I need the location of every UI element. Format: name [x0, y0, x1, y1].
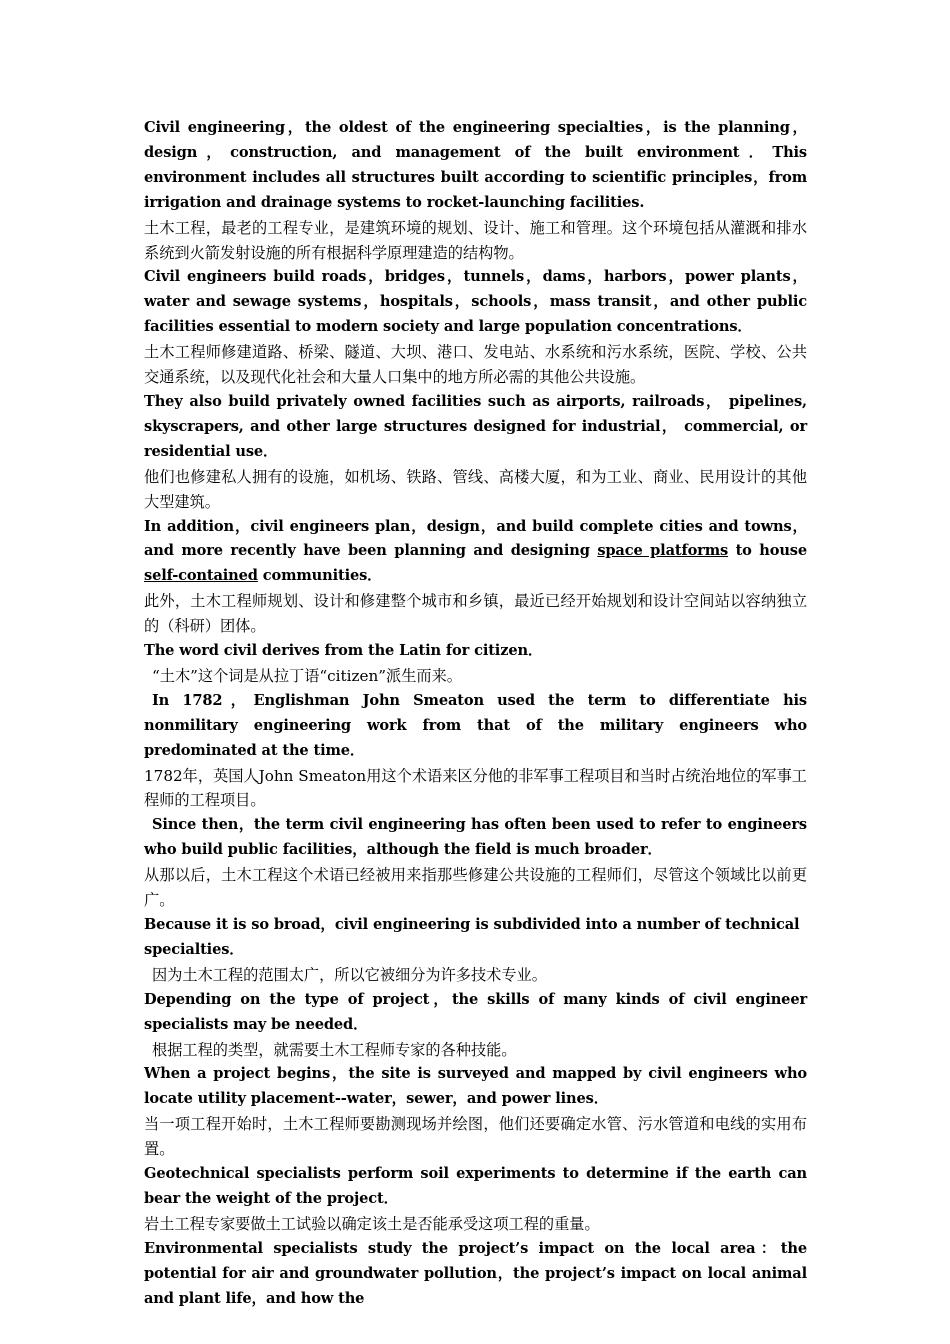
underlined-term-self-contained: self-contained [144, 567, 258, 585]
paragraph-zh-5: “土木”这个词是从拉丁语“citizen”派生而来。 [152, 666, 462, 685]
paragraph-en-6: In 1782，Englishman John Smeaton used the term to differentiate his nonmilitary engineering work from that of the military engineers who predominated at the time． [144, 691, 807, 759]
underlined-term-space-platforms: space platforms [597, 542, 729, 560]
paragraph-zh-7: 从那以后，土木工程这个术语已经被用来指那些修建公共设施的工程师们，尽管这个领域比以前更广。 [144, 866, 807, 910]
paragraph-zh-9: 根据工程的类型，就需要土木工程师专家的各种技能。 [152, 1040, 517, 1059]
paragraph-en-8: Because it is so broad，civil engineering is subdivided into a number of technical specialties． [144, 916, 800, 958]
paragraph-en-4-part-2: to house [728, 542, 807, 560]
paragraph-en-3: They also build privately owned facilities such as airports, railroads， pipelines, skyscrapers, and other large structures designed for industrial， commercial, or residential use． [144, 392, 807, 460]
paragraph-en-1: Civil engineering，the oldest of the engineering specialties，is the planning，design，construction, and management of the built environment．This environment includes all structures built according to scientific principles，from irrigation and drainage systems to rocket-launching facilities. [144, 119, 807, 211]
paragraph-zh-2: 土木工程师修建道路、桥梁、隧道、大坝、港口、发电站、水系统和污水系统，医院、学校、公共交通系统，以及现代化社会和大量人口集中的地方所必需的其他公共设施。 [144, 343, 807, 387]
paragraph-zh-11: 岩土工程专家要做土工试验以确定该土是否能承受这项工程的重量。 [144, 1214, 600, 1233]
paragraph-en-4-part-3: communities． [257, 567, 382, 585]
paragraph-en-12: Environmental specialists study the project’s impact on the local area：the potential for air and groundwater pollution，the project’s impact on local animal and plant life，and how the [144, 1239, 807, 1307]
paragraph-zh-6: 1782年，英国人John Smeaton用这个术语来区分他的非军事工程项目和当时占统治地位的军事工程师的工程项目。 [144, 766, 807, 810]
paragraph-en-7: Since then，the term civil engineering has often been used to refer to engineers who build public facilities，although the field is much broader． [144, 816, 807, 859]
paragraph-zh-8: 因为土木工程的范围太广，所以它被细分为许多技术专业。 [152, 965, 547, 984]
paragraph-en-5: The word civil derives from the Latin for citizen． [144, 642, 543, 660]
paragraph-en-10: When a project begins，the site is surveyed and mapped by civil engineers who locate utility placement--water，sewer，and power lines． [144, 1065, 807, 1108]
paragraph-zh-4: 此外，土木工程师规划、设计和修建整个城市和乡镇，最近已经开始规划和设计空间站以容纳独立的（科研）团体。 [144, 592, 807, 636]
paragraph-zh-1: 土木工程，最老的工程专业，是建筑环境的规划、设计、施工和管理。这个环境包括从灌溉和排水系统到火箭发射设施的所有根据科学原理建造的结构物。 [144, 218, 807, 262]
paragraph-zh-10: 当一项工程开始时，土木工程师要勘测现场并绘图，他们还要确定水管、污水管道和电线的实用布置。 [144, 1115, 807, 1159]
paragraph-en-2: Civil engineers build roads，bridges，tunnels，dams，harbors，power plants，water and sewage systems，hospitals，schools，mass transit，and other public facilities essential to modern society and large population concentrations． [144, 268, 807, 336]
paragraph-en-4-part-1: In addition，civil engineers plan，design，and build complete cities and towns，and more recently have been planning and designing [144, 517, 807, 560]
document-body [144, 116, 807, 1312]
paragraph-zh-3: 他们也修建私人拥有的设施，如机场、铁路、管线、高楼大厦，和为工业、商业、民用设计的其他大型建筑。 [144, 467, 807, 511]
paragraph-en-11: Geotechnical specialists perform soil experiments to determine if the earth can bear the weight of the project． [144, 1165, 807, 1207]
paragraph-en-4 [144, 515, 807, 590]
paragraph-en-9: Depending on the type of project，the skills of many kinds of civil engineer specialists may be needed． [144, 990, 807, 1033]
